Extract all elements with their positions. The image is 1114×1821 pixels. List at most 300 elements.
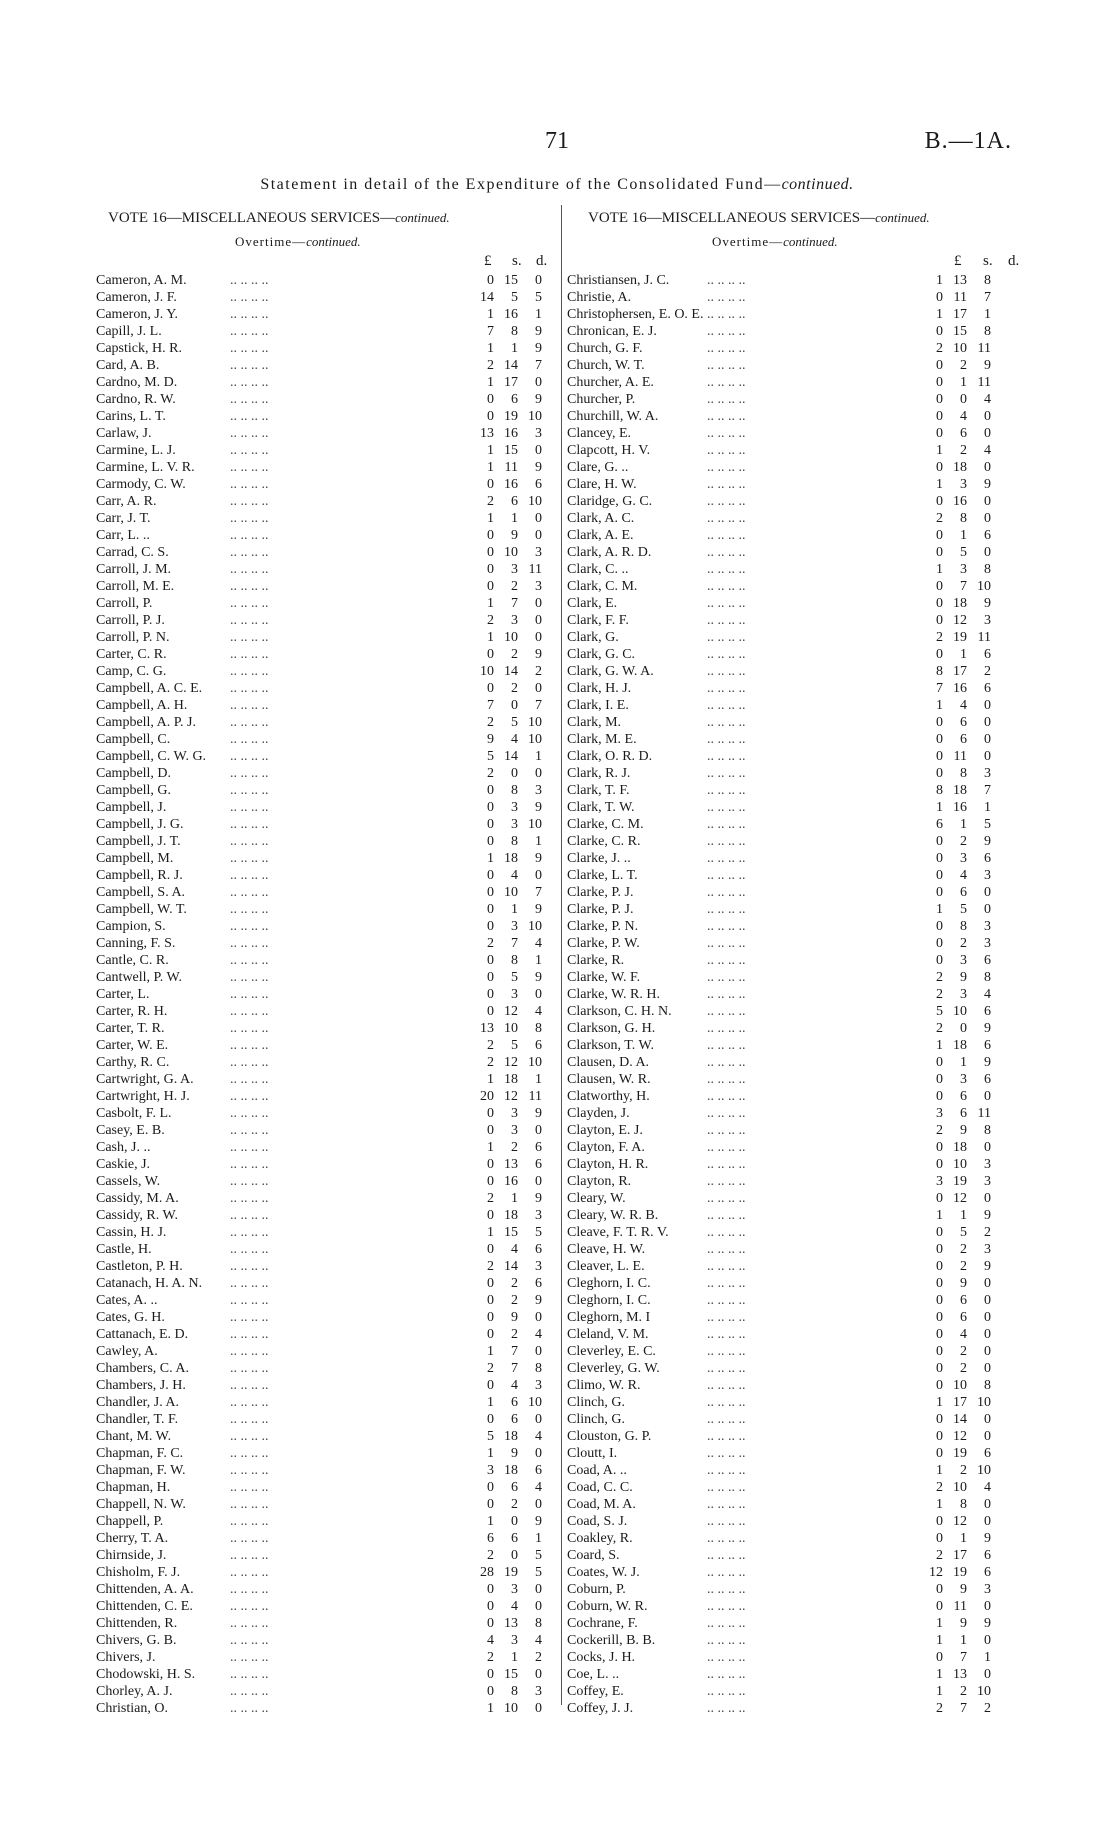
pounds-value: 2 [936, 970, 943, 985]
pounds-value: 3 [487, 1463, 494, 1478]
pounds-value: 0 [487, 273, 494, 288]
payee-name: Coard, S. [567, 1548, 620, 1563]
pence-value: 0 [984, 426, 991, 441]
payee-name: Clarke, C. R. [567, 834, 641, 849]
pounds-value: 0 [487, 1293, 494, 1308]
shillings-value: 2 [960, 1361, 967, 1376]
pence-value: 10 [528, 732, 542, 747]
pence-value: 9 [984, 1259, 991, 1274]
shillings-value: 3 [511, 800, 518, 815]
leader-dots: .. .. .. .. [230, 1310, 269, 1325]
pounds-value: 0 [936, 1378, 943, 1393]
pounds-value: 2 [487, 1361, 494, 1376]
list-item [567, 1139, 1027, 1156]
pence-value: 4 [535, 1633, 542, 1648]
payee-name: Clark, M. E. [567, 732, 637, 747]
leader-dots: .. .. .. .. [707, 1446, 746, 1461]
pence-value: 8 [984, 324, 991, 339]
pounds-value: 1 [487, 1344, 494, 1359]
list-item [96, 1462, 556, 1479]
pence-value: 6 [984, 1072, 991, 1087]
payee-name: Clarke, L. T. [567, 868, 638, 883]
pence-value: 0 [984, 1429, 991, 1444]
pounds-value: 2 [487, 494, 494, 509]
pounds-value: 0 [487, 783, 494, 798]
payee-name: Campbell, R. J. [96, 868, 183, 883]
leader-dots: .. .. .. .. [230, 919, 269, 934]
shillings-value: 2 [960, 1259, 967, 1274]
leader-dots: .. .. .. .. [230, 1004, 269, 1019]
payee-name: Campbell, A. H. [96, 698, 188, 713]
pounds-value: 0 [936, 613, 943, 628]
pounds-value: 0 [487, 1497, 494, 1512]
pounds-value: 1 [487, 596, 494, 611]
pence-value: 0 [984, 545, 991, 560]
pounds-value: 0 [487, 1157, 494, 1172]
payee-name: Campbell, G. [96, 783, 172, 798]
pounds-value: 1 [936, 562, 943, 577]
pence-value: 6 [535, 1140, 542, 1155]
leader-dots: .. .. .. .. [707, 1055, 746, 1070]
payee-name: Cassidy, R. W. [96, 1208, 178, 1223]
list-item [96, 357, 556, 374]
shillings-value: 17 [953, 307, 967, 322]
pence-value: 3 [984, 766, 991, 781]
shillings-value: 5 [960, 545, 967, 560]
list-item [96, 1496, 556, 1513]
list-item [96, 1071, 556, 1088]
pounds-value: 1 [936, 1208, 943, 1223]
list-item [567, 1003, 1027, 1020]
list-item [567, 595, 1027, 612]
leader-dots: .. .. .. .. [230, 851, 269, 866]
payee-name: Clayton, H. R. [567, 1157, 649, 1172]
list-item [567, 1343, 1027, 1360]
left-vote-title [108, 210, 450, 227]
shillings-value: 3 [511, 919, 518, 934]
shillings-value: 1 [960, 647, 967, 662]
pounds-value: 0 [487, 1480, 494, 1495]
payee-name: Clark, A. C. [567, 511, 635, 526]
leader-dots: .. .. .. .. [707, 460, 746, 475]
pounds-value: 2 [487, 1548, 494, 1563]
pounds-value: 0 [936, 494, 943, 509]
list-item [567, 884, 1027, 901]
payee-name: Carter, L. [96, 987, 150, 1002]
payee-name: Clinch, G. [567, 1412, 625, 1427]
list-item [96, 833, 556, 850]
pence-unit: d. [1008, 253, 1020, 269]
pounds-value: 2 [936, 987, 943, 1002]
list-item [567, 1394, 1027, 1411]
list-item [567, 459, 1027, 476]
list-item [567, 952, 1027, 969]
pence-value: 10 [528, 817, 542, 832]
pence-value: 10 [528, 494, 542, 509]
pence-value: 3 [984, 613, 991, 628]
pounds-value: 28 [480, 1565, 494, 1580]
pounds-value: 0 [936, 732, 943, 747]
shillings-value: 12 [504, 1055, 518, 1070]
pounds-value: 0 [936, 1582, 943, 1597]
pence-value: 9 [535, 460, 542, 475]
leader-dots: .. .. .. .. [707, 1582, 746, 1597]
shillings-value: 2 [511, 647, 518, 662]
shillings-value: 17 [953, 1395, 967, 1410]
pence-value: 8 [984, 970, 991, 985]
leader-dots: .. .. .. .. [707, 732, 746, 747]
shillings-value: 16 [953, 681, 967, 696]
pence-value: 6 [984, 1038, 991, 1053]
list-item [96, 986, 556, 1003]
list-item [567, 323, 1027, 340]
list-item [96, 1003, 556, 1020]
payee-name: Campion, S. [96, 919, 166, 934]
leader-dots: .. .. .. .. [707, 1038, 746, 1053]
list-item [567, 1309, 1027, 1326]
pence-value: 6 [984, 1004, 991, 1019]
shillings-value: 4 [960, 409, 967, 424]
right-expenditure-list [567, 272, 1027, 1717]
pounds-value: 0 [936, 936, 943, 951]
payee-name: Cardno, M. D. [96, 375, 178, 390]
shillings-value: 18 [953, 596, 967, 611]
list-item [567, 442, 1027, 459]
pence-value: 0 [984, 1361, 991, 1376]
leader-dots: .. .. .. .. [707, 1684, 746, 1699]
pounds-value: 1 [487, 851, 494, 866]
shillings-value: 3 [511, 1106, 518, 1121]
pence-value: 6 [535, 1276, 542, 1291]
shillings-value: 2 [511, 1497, 518, 1512]
pounds-value: 0 [487, 1667, 494, 1682]
payee-name: Coffey, E. [567, 1684, 624, 1699]
list-item [96, 289, 556, 306]
payee-name: Clarke, R. [567, 953, 625, 968]
payee-name: Canning, F. S. [96, 936, 176, 951]
pence-value: 0 [984, 1276, 991, 1291]
list-item [96, 1309, 556, 1326]
list-item [567, 748, 1027, 765]
payee-name: Cleverley, E. C. [567, 1344, 656, 1359]
payee-name: Clayton, F. A. [567, 1140, 645, 1155]
list-item [567, 918, 1027, 935]
leader-dots: .. .. .. .. [707, 1565, 746, 1580]
pence-value: 9 [984, 1021, 991, 1036]
list-item [567, 1105, 1027, 1122]
pounds-value: 0 [936, 1259, 943, 1274]
leader-dots: .. .. .. .. [707, 613, 746, 628]
leader-dots: .. .. .. .. [230, 443, 269, 458]
list-item [567, 357, 1027, 374]
payee-name: Carmody, C. W. [96, 477, 186, 492]
payee-name: Cleland, V. M. [567, 1327, 649, 1342]
pounds-value: 0 [487, 647, 494, 662]
leader-dots: .. .. .. .. [230, 936, 269, 951]
pence-value: 2 [984, 1701, 991, 1716]
payee-name: Chandler, J. A. [96, 1395, 180, 1410]
shillings-value: 3 [511, 613, 518, 628]
pence-value: 1 [984, 800, 991, 815]
shillings-value: 9 [960, 970, 967, 985]
pence-value: 10 [977, 1395, 991, 1410]
payee-name: Church, W. T. [567, 358, 645, 373]
pounds-value: 0 [487, 817, 494, 832]
payee-name: Capill, J. L. [96, 324, 162, 339]
list-item [567, 1666, 1027, 1683]
shillings-value: 18 [504, 1463, 518, 1478]
pounds-value: 5 [936, 1004, 943, 1019]
payee-name: Clare, G. .. [567, 460, 629, 475]
shillings-value: 2 [960, 834, 967, 849]
list-item [567, 680, 1027, 697]
pence-value: 1 [535, 749, 542, 764]
leader-dots: .. .. .. .. [707, 647, 746, 662]
pence-value: 11 [528, 1089, 542, 1104]
list-item [96, 476, 556, 493]
shillings-value: 6 [511, 1480, 518, 1495]
list-item [567, 850, 1027, 867]
list-item [96, 901, 556, 918]
pounds-value: 7 [487, 324, 494, 339]
leader-dots: .. .. .. .. [230, 545, 269, 560]
leader-dots: .. .. .. .. [230, 1242, 269, 1257]
leader-dots: .. .. .. .. [230, 1259, 269, 1274]
shillings-value: 2 [960, 358, 967, 373]
pence-value: 1 [535, 307, 542, 322]
leader-dots: .. .. .. .. [707, 936, 746, 951]
pence-value: 0 [984, 511, 991, 526]
shillings-value: 10 [953, 341, 967, 356]
list-item [567, 1020, 1027, 1037]
list-item [567, 1462, 1027, 1479]
payee-name: Clark, H. J. [567, 681, 632, 696]
payee-name: Clarke, P. N. [567, 919, 639, 934]
payee-name: Christophersen, E. O. E. [567, 307, 704, 322]
pence-value: 0 [984, 1191, 991, 1206]
pence-value: 2 [984, 664, 991, 679]
list-item [96, 1088, 556, 1105]
shillings-value: 5 [960, 902, 967, 917]
pence-value: 6 [535, 1463, 542, 1478]
list-item [567, 782, 1027, 799]
payee-name: Castleton, P. H. [96, 1259, 183, 1274]
shillings-value: 10 [953, 1480, 967, 1495]
leader-dots: .. .. .. .. [707, 1140, 746, 1155]
leader-dots: .. .. .. .. [707, 1293, 746, 1308]
payee-name: Campbell, S. A. [96, 885, 186, 900]
pounds-value: 0 [487, 1208, 494, 1223]
payee-name: Carroll, P. [96, 596, 153, 611]
payee-name: Cates, G. H. [96, 1310, 165, 1325]
leader-dots: .. .. .. .. [707, 1497, 746, 1512]
pounds-value: 1 [487, 1701, 494, 1716]
list-item [96, 306, 556, 323]
payee-name: Clark, I. E. [567, 698, 629, 713]
leader-dots: .. .. .. .. [230, 766, 269, 781]
shillings-value: 19 [504, 1565, 518, 1580]
shillings-value: 8 [960, 1497, 967, 1512]
payee-name: Casbolt, F. L. [96, 1106, 172, 1121]
payee-name: Clancey, E. [567, 426, 632, 441]
shillings-value: 2 [960, 1344, 967, 1359]
shillings-value: 3 [511, 1633, 518, 1648]
list-item [567, 1411, 1027, 1428]
pence-value: 3 [535, 1684, 542, 1699]
payee-name: Campbell, C. [96, 732, 171, 747]
list-item [567, 1479, 1027, 1496]
list-item [96, 493, 556, 510]
shillings-value: 11 [953, 1599, 967, 1614]
leader-dots: .. .. .. .. [707, 1395, 746, 1410]
pounds-value: 20 [480, 1089, 494, 1104]
pence-value: 10 [528, 919, 542, 934]
shillings-value: 7 [960, 579, 967, 594]
shillings-value: 14 [504, 749, 518, 764]
pence-value: 0 [535, 1412, 542, 1427]
pence-value: 2 [535, 1650, 542, 1665]
pence-value: 10 [528, 1395, 542, 1410]
pounds-value: 8 [936, 664, 943, 679]
left-vote-text: VOTE 16—MISCELLANEOUS SERVICES— [108, 210, 396, 226]
list-item [96, 646, 556, 663]
payee-name: Coakley, R. [567, 1531, 633, 1546]
pounds-value: 0 [936, 1140, 943, 1155]
pence-value: 8 [984, 273, 991, 288]
list-item [96, 1122, 556, 1139]
shillings-value: 10 [953, 1004, 967, 1019]
leader-dots: .. .. .. .. [707, 851, 746, 866]
pence-value: 9 [984, 477, 991, 492]
list-item [567, 1581, 1027, 1598]
shillings-value: 4 [960, 698, 967, 713]
list-item [96, 527, 556, 544]
list-item [96, 374, 556, 391]
payee-name: Cawley, A. [96, 1344, 158, 1359]
payee-name: Clarke, P. J. [567, 885, 634, 900]
shillings-value: 3 [511, 1582, 518, 1597]
leader-dots: .. .. .. .. [230, 1072, 269, 1087]
shillings-value: 4 [511, 732, 518, 747]
pounds-value: 0 [487, 545, 494, 560]
list-item [96, 1190, 556, 1207]
payee-name: Coad, A. .. [567, 1463, 627, 1478]
list-item [96, 408, 556, 425]
pounds-value: 2 [936, 1701, 943, 1716]
pounds-value: 14 [480, 290, 494, 305]
pence-value: 9 [535, 851, 542, 866]
shillings-value: 1 [511, 341, 518, 356]
list-item [96, 1037, 556, 1054]
pence-value: 0 [535, 987, 542, 1002]
payee-name: Clarke, W. R. H. [567, 987, 660, 1002]
list-item [96, 969, 556, 986]
list-item [96, 680, 556, 697]
leader-dots: .. .. .. .. [707, 800, 746, 815]
payee-name: Cameron, J. Y. [96, 307, 179, 322]
list-item [96, 272, 556, 289]
pence-value: 7 [535, 358, 542, 373]
pence-value: 4 [984, 987, 991, 1002]
leader-dots: .. .. .. .. [707, 1463, 746, 1478]
leader-dots: .. .. .. .. [230, 426, 269, 441]
leader-dots: .. .. .. .. [707, 358, 746, 373]
pounds-value: 0 [487, 868, 494, 883]
pence-value: 0 [535, 1446, 542, 1461]
payee-name: Chittenden, C. E. [96, 1599, 193, 1614]
list-item [96, 1513, 556, 1530]
leader-dots: .. .. .. .. [230, 273, 269, 288]
payee-name: Christian, O. [96, 1701, 168, 1716]
list-item [96, 1275, 556, 1292]
pounds-value: 0 [487, 987, 494, 1002]
pence-value: 0 [984, 1327, 991, 1342]
list-item [567, 663, 1027, 680]
shillings-value: 3 [960, 953, 967, 968]
shillings-value: 0 [511, 766, 518, 781]
left-expenditure-list [96, 272, 556, 1717]
leader-dots: .. .. .. .. [230, 732, 269, 747]
pence-value: 4 [984, 392, 991, 407]
shillings-value: 6 [511, 1412, 518, 1427]
leader-dots: .. .. .. .. [707, 885, 746, 900]
shillings-value: 18 [504, 851, 518, 866]
pounds-value: 0 [487, 681, 494, 696]
payee-name: Campbell, M. [96, 851, 174, 866]
shillings-value: 16 [504, 1174, 518, 1189]
list-item [567, 1292, 1027, 1309]
payee-name: Clark, T. F. [567, 783, 630, 798]
page-number: 71 [545, 128, 569, 154]
leader-dots: .. .. .. .. [707, 1310, 746, 1325]
shillings-value: 6 [960, 732, 967, 747]
list-item [96, 391, 556, 408]
payee-name: Clark, T. W. [567, 800, 635, 815]
list-item [567, 697, 1027, 714]
pence-value: 0 [535, 1123, 542, 1138]
leader-dots: .. .. .. .. [707, 1480, 746, 1495]
leader-dots: .. .. .. .. [707, 1548, 746, 1563]
pence-value: 0 [984, 1344, 991, 1359]
list-item [567, 1530, 1027, 1547]
payee-name: Clare, H. W. [567, 477, 637, 492]
shillings-value: 16 [504, 477, 518, 492]
list-item [96, 561, 556, 578]
pounds-value: 2 [487, 1038, 494, 1053]
shillings-value: 19 [953, 1446, 967, 1461]
shillings-value: 9 [511, 1310, 518, 1325]
payee-name: Catanach, H. A. N. [96, 1276, 203, 1291]
payee-name: Chittenden, R. [96, 1616, 178, 1631]
payee-name: Coffey, J. J. [567, 1701, 634, 1716]
pounds-value: 1 [936, 1038, 943, 1053]
pounds-value: 1 [936, 1684, 943, 1699]
payee-name: Claridge, G. C. [567, 494, 653, 509]
payee-name: Clark, R. J. [567, 766, 631, 781]
list-item [567, 1513, 1027, 1530]
leader-dots: .. .. .. .. [230, 528, 269, 543]
pounds-value: 2 [936, 341, 943, 356]
leader-dots: .. .. .. .. [230, 1327, 269, 1342]
pounds-value: 12 [929, 1565, 943, 1580]
pence-value: 11 [977, 1106, 991, 1121]
payee-name: Cartwright, G. A. [96, 1072, 194, 1087]
pounds-value: 0 [936, 953, 943, 968]
list-item [567, 272, 1027, 289]
leader-dots: .. .. .. .. [230, 834, 269, 849]
payee-name: Campbell, J. [96, 800, 167, 815]
pounds-value: 6 [487, 1531, 494, 1546]
